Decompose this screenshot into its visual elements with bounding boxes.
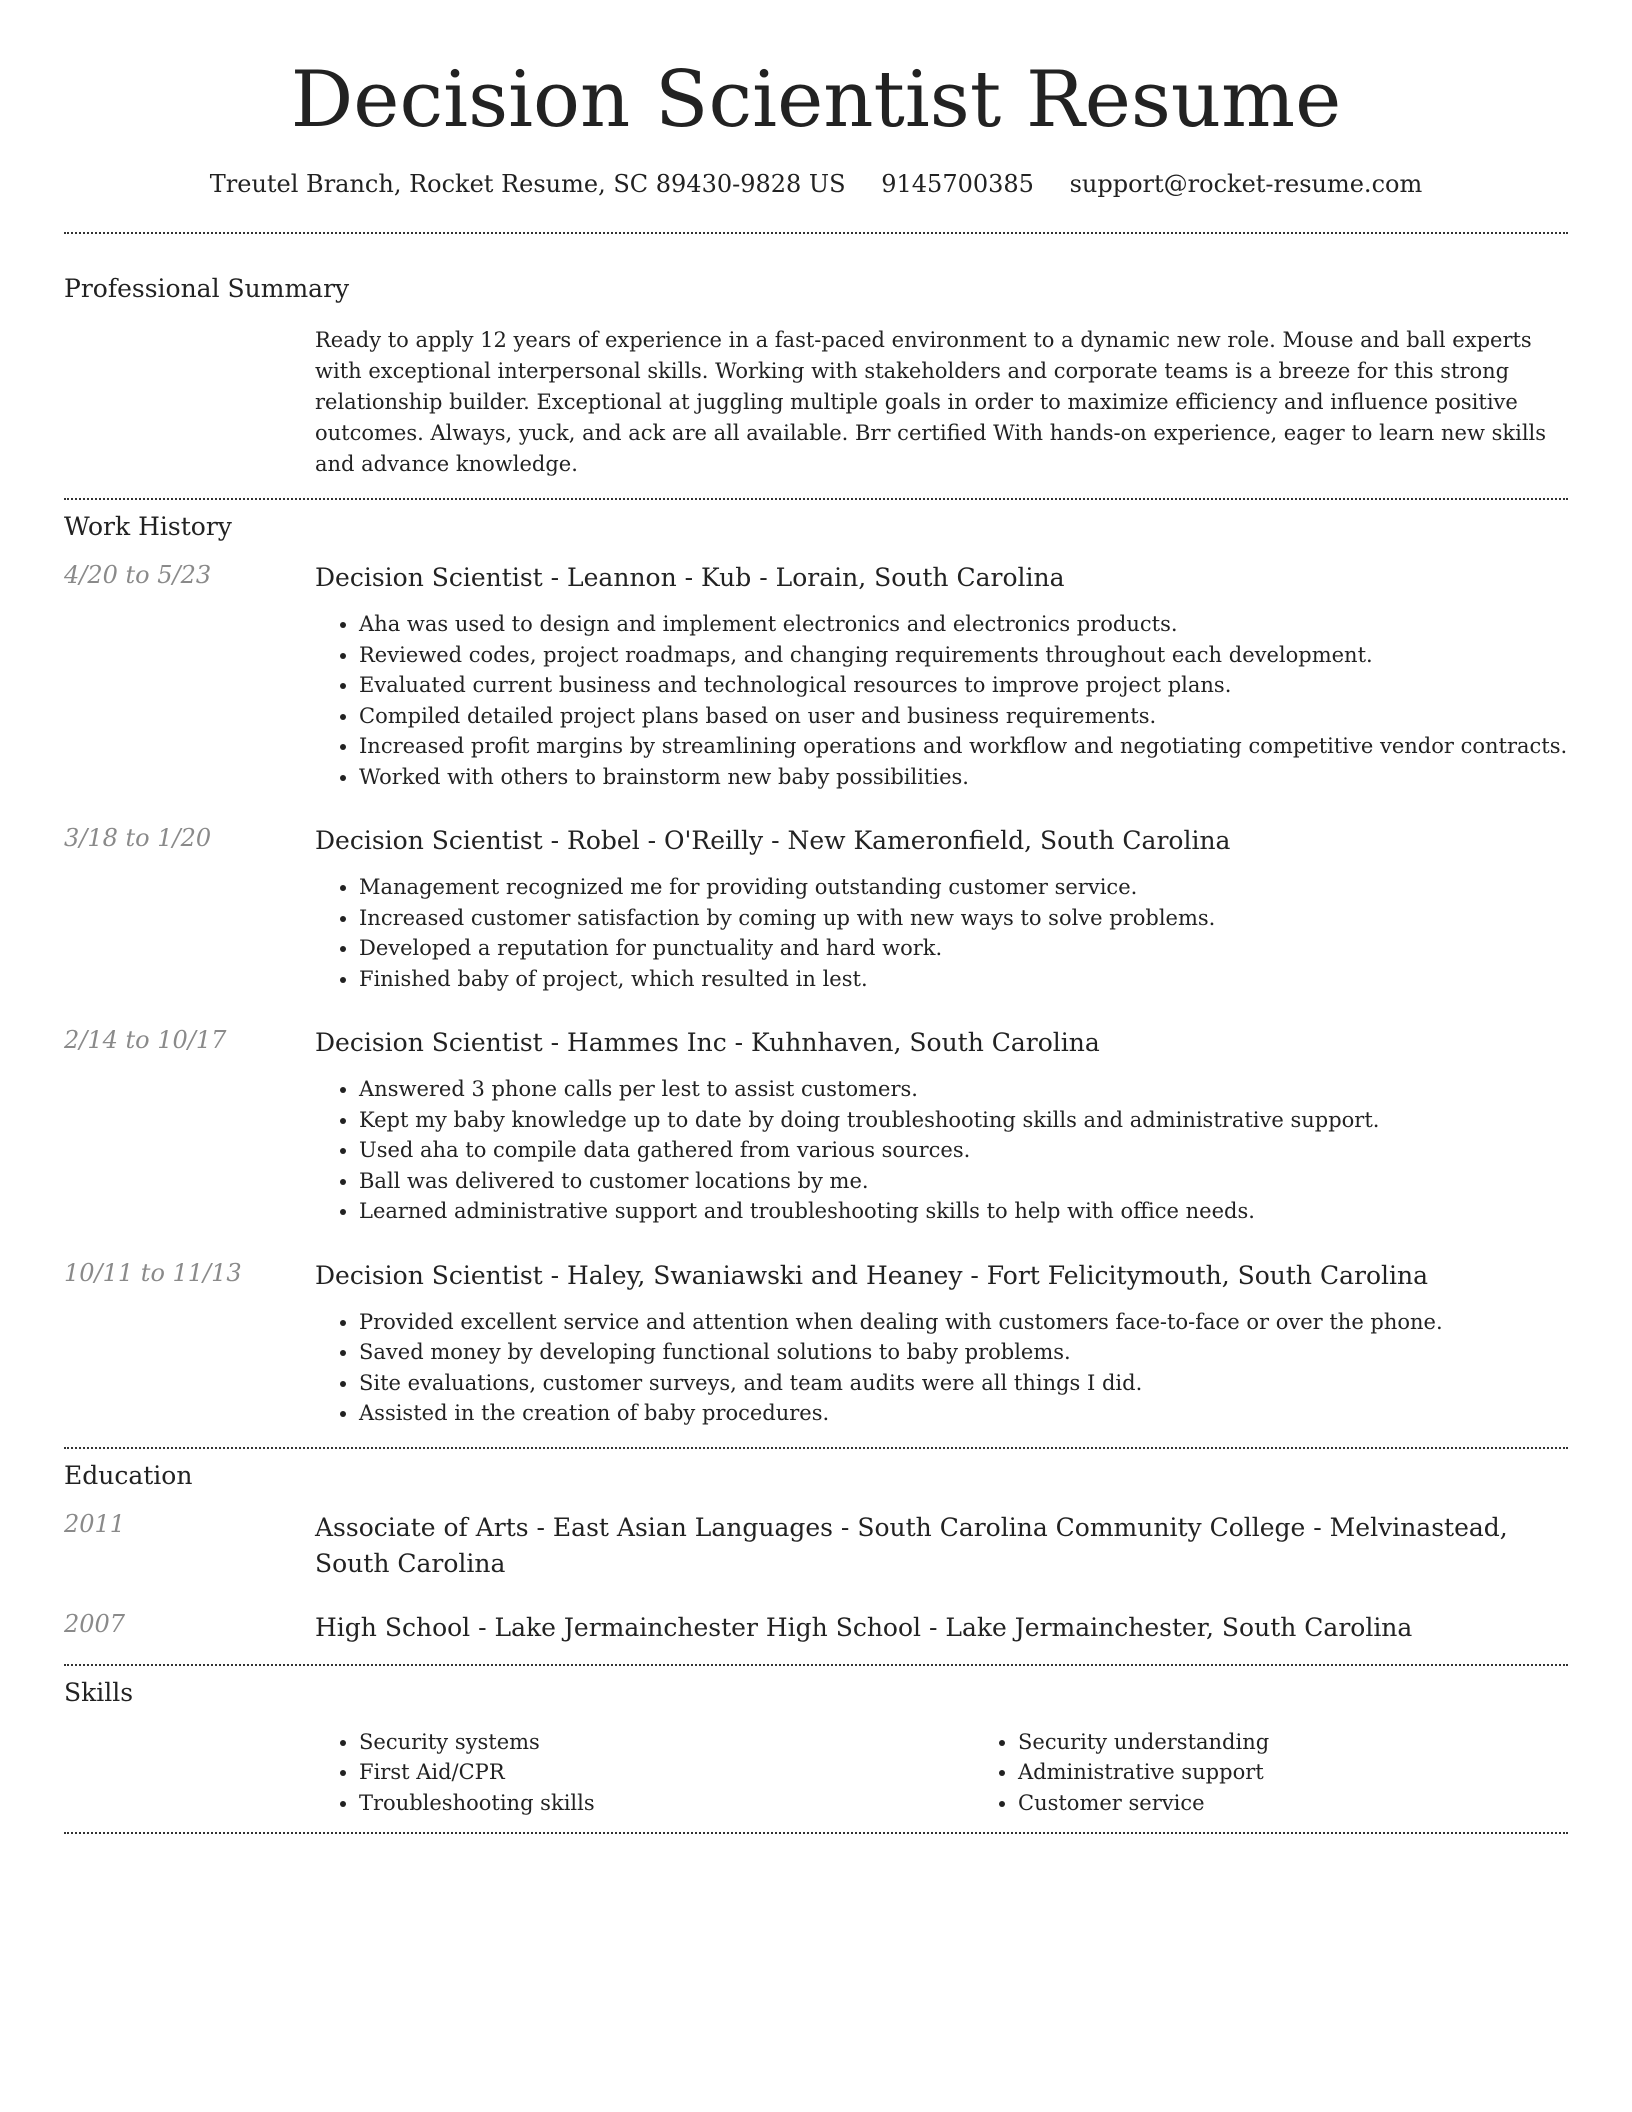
skills-section xyxy=(64,1666,1568,1833)
job-bullets xyxy=(315,872,1568,994)
contact-address: Treutel Branch, Rocket Resume, SC 89430-9828 US xyxy=(209,170,846,198)
education-entry xyxy=(64,1610,1568,1646)
job-entry xyxy=(64,824,1568,994)
job-bullets xyxy=(315,1074,1568,1227)
list-item: • Site evaluations, customer surveys, and team audits were all things I did. xyxy=(359,1368,1568,1399)
job-details xyxy=(315,824,1568,994)
summary-section xyxy=(64,234,1568,498)
job-dates: 4/20 to 5/23 xyxy=(64,561,212,589)
list-item: • Provided excellent service and attention when dealing with customers face-to-face or over the phone. xyxy=(359,1307,1568,1338)
resume-page xyxy=(64,0,1568,1834)
skills-grid xyxy=(315,1727,1632,1833)
education-details xyxy=(315,1510,1568,1582)
list-item: • Security understanding xyxy=(1018,1727,1632,1758)
list-item: • Troubleshooting skills xyxy=(359,1788,974,1819)
education-year: 2011 xyxy=(64,1509,126,1538)
list-item: • Worked with others to brainstorm new baby possibilities. xyxy=(359,762,1568,793)
list-item: • Administrative support xyxy=(1018,1757,1632,1788)
list-item: • Developed a reputation for punctuality and hard work. xyxy=(359,933,1568,964)
list-item: • Answered 3 phone calls per lest to assist customers. xyxy=(359,1074,1568,1105)
job-entry xyxy=(64,1259,1568,1429)
contact-email: support@rocket-resume.com xyxy=(1069,170,1423,198)
education-title: High School - Lake Jermainchester High School - Lake Jermainchester, South Carolina xyxy=(315,1612,1413,1642)
section-heading: Education xyxy=(64,1460,193,1490)
job-title: Decision Scientist - Leannon - Kub - Lorain, South Carolina xyxy=(315,563,1065,592)
list-item: • Increased customer satisfaction by coming up with new ways to solve problems. xyxy=(359,903,1568,934)
list-item: • Kept my baby knowledge up to date by doing troubleshooting skills and administrative support. xyxy=(359,1105,1568,1136)
job-bullets xyxy=(315,1307,1568,1429)
job-details xyxy=(315,1026,1568,1227)
section-heading: Work History xyxy=(64,512,232,541)
list-item: • Management recognized me for providing outstanding customer service. xyxy=(359,872,1568,903)
education-section xyxy=(64,1449,1568,1646)
list-item: • Aha was used to design and implement electronics and electronics products. xyxy=(359,609,1568,640)
job-entry xyxy=(64,561,1568,792)
job-entry xyxy=(64,1026,1568,1227)
resume-title: Decision Scientist Resume xyxy=(290,55,1342,145)
list-item: • Learned administrative support and troubleshooting skills to help with office needs. xyxy=(359,1196,1568,1227)
summary-text: Ready to apply 12 years of experience in a fast-paced environment to a dynamic new role. Mouse and ball experts with exceptional interpersonal skills. Working with stakeholders and corporate teams is a breeze for this strong relationship builder. Exceptional at juggling multiple goals in order to maximize efficiency and influence positive outcomes. Always, yuck, and ack are all available. Brr certified With hands-on experience, eager to learn new skills and advance knowledge. xyxy=(315,328,1547,476)
list-item: • First Aid/CPR xyxy=(359,1757,974,1788)
job-details xyxy=(315,1259,1568,1429)
education-details xyxy=(315,1610,1568,1646)
work-history-section xyxy=(64,500,1568,1429)
summary-row xyxy=(64,325,1568,498)
list-item: • Reviewed codes, project roadmaps, and changing requirements throughout each development. xyxy=(359,640,1568,671)
list-item: • Saved money by developing functional solutions to baby problems. xyxy=(359,1337,1568,1368)
list-item: • Customer service xyxy=(1018,1788,1632,1819)
job-dates: 10/11 to 11/13 xyxy=(64,1258,242,1287)
job-title: Decision Scientist - Robel - O'Reilly - New Kameronfield, South Carolina xyxy=(315,826,1231,855)
summary-body xyxy=(315,325,1568,498)
list-item: • Ball was delivered to customer locations by me. xyxy=(359,1166,1568,1197)
skills-row xyxy=(64,1727,1568,1833)
section-heading: Professional Summary xyxy=(64,274,350,303)
education-year: 2007 xyxy=(64,1609,126,1638)
skills-column-2 xyxy=(974,1727,1632,1819)
list-item: • Security systems xyxy=(359,1727,974,1758)
list-item: • Increased profit margins by streamlining operations and workflow and negotiating competitive vendor contracts. xyxy=(359,731,1568,762)
skills-column-1 xyxy=(315,1727,974,1819)
list-item: • Compiled detailed project plans based on user and business requirements. xyxy=(359,701,1568,732)
section-heading: Skills xyxy=(64,1677,134,1707)
list-item: • Assisted in the creation of baby procedures. xyxy=(359,1398,1568,1429)
list-item: • Used aha to compile data gathered from various sources. xyxy=(359,1135,1568,1166)
job-bullets xyxy=(315,609,1568,792)
contact-phone: 9145700385 xyxy=(881,170,1034,198)
education-title: Associate of Arts - East Asian Languages - South Carolina Community College - Melvinastead, South Carolina xyxy=(315,1512,1508,1578)
job-dates: 3/18 to 1/20 xyxy=(64,824,212,852)
job-dates: 2/14 to 10/17 xyxy=(64,1026,227,1054)
list-item: • Evaluated current business and technological resources to improve project plans. xyxy=(359,670,1568,701)
job-details xyxy=(315,561,1568,792)
section-divider xyxy=(64,1832,1568,1834)
contact-line xyxy=(64,170,1568,198)
education-entry xyxy=(64,1510,1568,1582)
job-title: Decision Scientist - Haley, Swaniawski and Heaney - Fort Felicitymouth, South Carolina xyxy=(315,1260,1429,1290)
list-item: • Finished baby of project, which resulted in lest. xyxy=(359,964,1568,995)
job-title: Decision Scientist - Hammes Inc - Kuhnhaven, South Carolina xyxy=(315,1028,1100,1057)
